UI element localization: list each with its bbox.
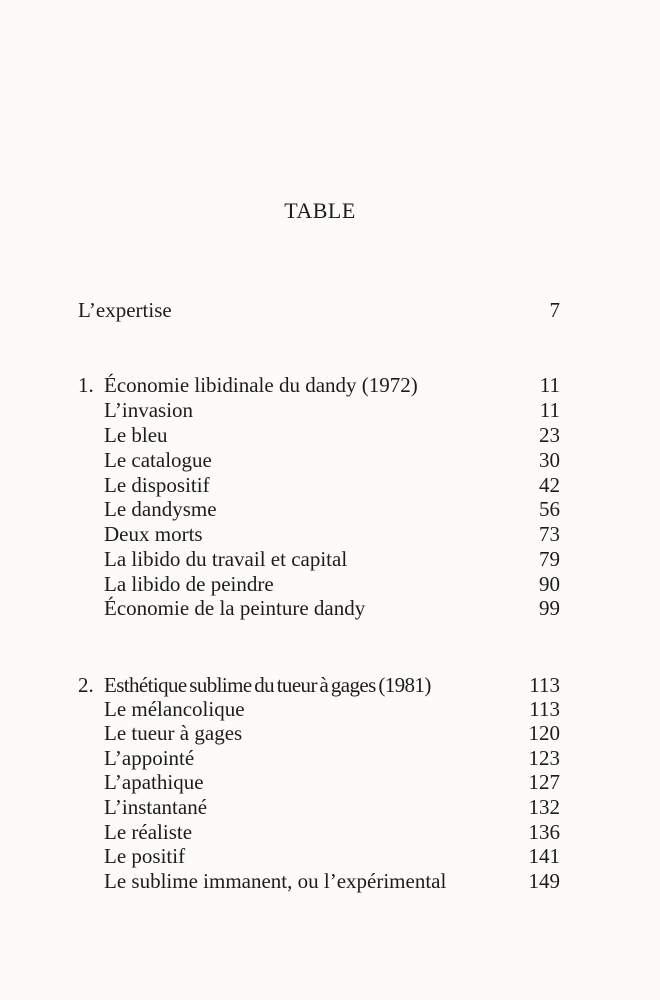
section-title: Le dispositif (104, 473, 210, 497)
toc-chapter-1 (78, 373, 560, 397)
toc-section (78, 770, 560, 794)
toc-section (78, 746, 560, 770)
toc-entry-intro (78, 298, 560, 322)
chapter-number: 1. (78, 373, 94, 397)
section-page: 123 (528, 746, 560, 770)
section-title: L’appointé (104, 746, 195, 770)
section-page: 136 (528, 820, 560, 844)
section-page: 99 (539, 596, 560, 620)
section-page: 73 (539, 522, 560, 546)
toc-entry-page: 7 (549, 298, 560, 322)
section-title: Le dandysme (104, 497, 217, 521)
section-title: Le catalogue (104, 448, 212, 472)
toc-entry-label: L’expertise (78, 298, 172, 322)
section-page: 79 (539, 547, 560, 571)
section-title: Le réaliste (104, 820, 193, 844)
section-page: 30 (539, 448, 560, 472)
toc-section (78, 697, 560, 721)
section-title: Le mélancolique (104, 697, 245, 721)
toc-section (78, 398, 560, 422)
toc-section (78, 820, 560, 844)
chapter-number: 2. (78, 673, 94, 697)
toc-section (78, 497, 560, 521)
section-page: 113 (529, 697, 560, 721)
section-page: 90 (539, 572, 560, 596)
section-title: L’apathique (104, 770, 204, 794)
section-title: La libido du travail et capital (104, 547, 348, 571)
section-title: Le bleu (104, 423, 168, 447)
section-title: Le sublime immanent, ou l’expérimental (104, 869, 447, 893)
section-title: Le tueur à gages (104, 721, 243, 745)
toc-section (78, 522, 560, 546)
toc-section (78, 844, 560, 868)
page-title: TABLE (284, 198, 356, 223)
section-page: 149 (528, 869, 560, 893)
section-page: 11 (539, 398, 560, 422)
chapter-title: Économie libidinale du dandy (1972) (104, 373, 418, 397)
section-page: 120 (528, 721, 560, 745)
toc-section (78, 473, 560, 497)
chapter-page: 11 (539, 373, 560, 397)
section-page: 132 (528, 795, 560, 819)
section-page: 141 (528, 844, 560, 868)
section-title: La libido de peindre (104, 572, 274, 596)
toc-section (78, 795, 560, 819)
section-page: 42 (539, 473, 560, 497)
toc-chapter-2 (78, 673, 560, 697)
section-title: Deux morts (104, 522, 203, 546)
section-page: 127 (528, 770, 560, 794)
section-page: 56 (539, 497, 560, 521)
chapter-page: 113 (529, 673, 560, 697)
section-title: Économie de la peinture dandy (104, 596, 366, 620)
section-title: L’instantané (104, 795, 208, 819)
toc-section (78, 423, 560, 447)
section-page: 23 (539, 423, 560, 447)
toc-section (78, 869, 560, 893)
chapter-title: Esthétique sublime du tueur à gages (1981) (104, 673, 431, 697)
toc-section (78, 448, 560, 472)
toc-section (78, 721, 560, 745)
toc-section (78, 547, 560, 571)
toc-section (78, 572, 560, 596)
section-title: Le positif (104, 844, 186, 868)
toc-section (78, 596, 560, 620)
section-title: L’invasion (104, 398, 194, 422)
